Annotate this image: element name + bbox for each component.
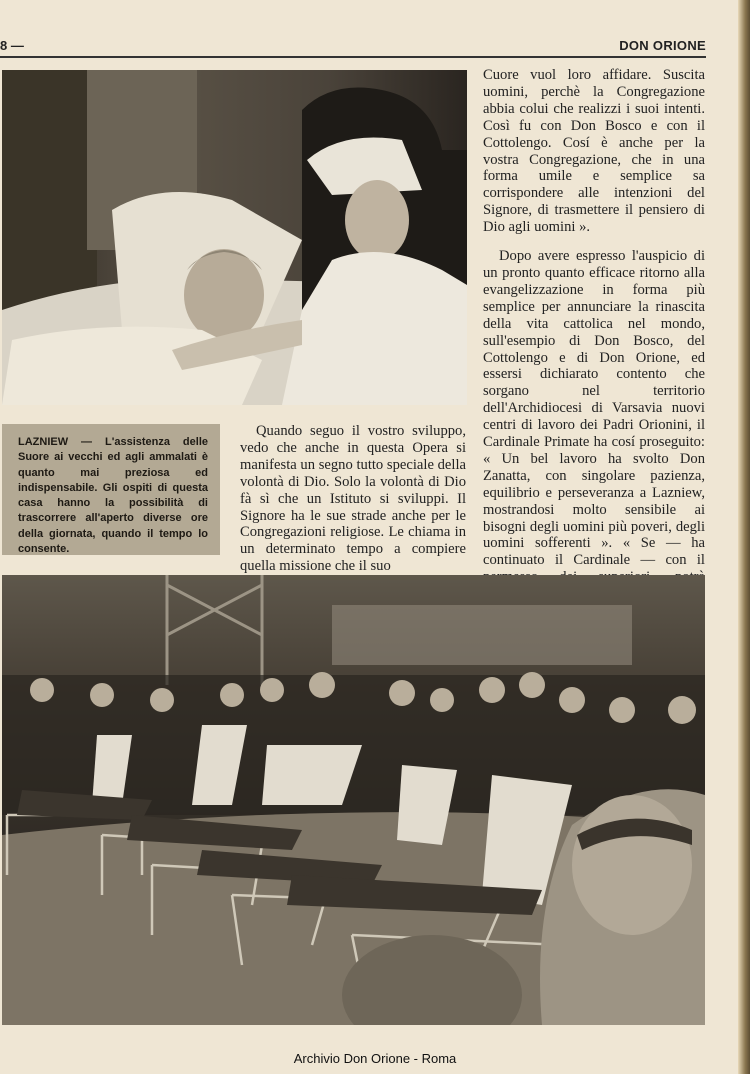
article-column-middle: [240, 423, 466, 575]
header-divider: [0, 56, 706, 58]
caption-text: — L'assistenza delle Suore ai vecchi ed agli ammalati è quanto mai preziosa ed indispensabile. Gli ospiti di questa casa hanno la possibilità di trascorrere all'aperto diverse ore della giornata, quando il tempo lo consente.: [18, 436, 208, 556]
article-column-right: [483, 67, 705, 654]
article-paragraph: Dopo avere espresso l'auspicio di un pronto quanto efficace ritorno alla evangelizzazione in forma più semplice per annunciare la rinascita della vita cattolica nel mondo, sull'esempio di Don Bosco, del Cottolengo e di Don Orione, ed essersi dichiarato contento che sorgano nel territorio dell'Archidiocesi di Varsavia nuovi centri di lavoro dei Padri Orionini, il Cardinale Primate ha cosí proseguito: « Un bel lavoro ha svolto Don Zanatta, con singolare pazienza, equilibrio e perseveranza a Lazniew, mostrandosi molto sensibile ai bisogni degli uomini più poveri, degli uomini sofferenti ». « Se — ha continuato il Cardinale — con il: [483, 248, 705, 569]
page-binding-edge: [738, 0, 750, 1074]
magazine-title: DON ORIONE: [619, 38, 706, 53]
photo-nun-with-patient: [2, 70, 467, 405]
caption-place: LAZNIEW: [18, 436, 69, 448]
article-paragraph-continuation: Cuore vuol loro affidare. Suscita uomini, perchè la Congregazione abbia colui che realizzi i suoi intenti. Così fu con Don Bosco e con il Cottolengo. Cosí è anche per la vostra Congregazione, che in una forma umile e semplice sa corrispondere alle intenzioni del Signore, di trasmettere il pensiero di Dio agli uomini ».: [483, 67, 705, 236]
photo-caption: [2, 424, 220, 555]
archive-footer: Archivio Don Orione - Roma: [293, 1051, 457, 1066]
photo-nun-with-patient-image: [2, 70, 467, 405]
photo-residents-outdoors-image: [2, 575, 705, 1025]
article-paragraph: Quando seguo il vostro sviluppo, vedo che anche in questa Opera si manifesta un segno tutto speciale della volontà di Dio. Solo la volontà di Dio fà sì che un Istituto si sviluppi. Il Signore ha le sue strade anche per le Congregazioni religiose. Le chiama in un determinato tempo a compiere quella missione che il suo: [240, 423, 466, 575]
photo-residents-outdoors: [2, 575, 705, 1025]
page-number: 8 —: [0, 38, 24, 53]
